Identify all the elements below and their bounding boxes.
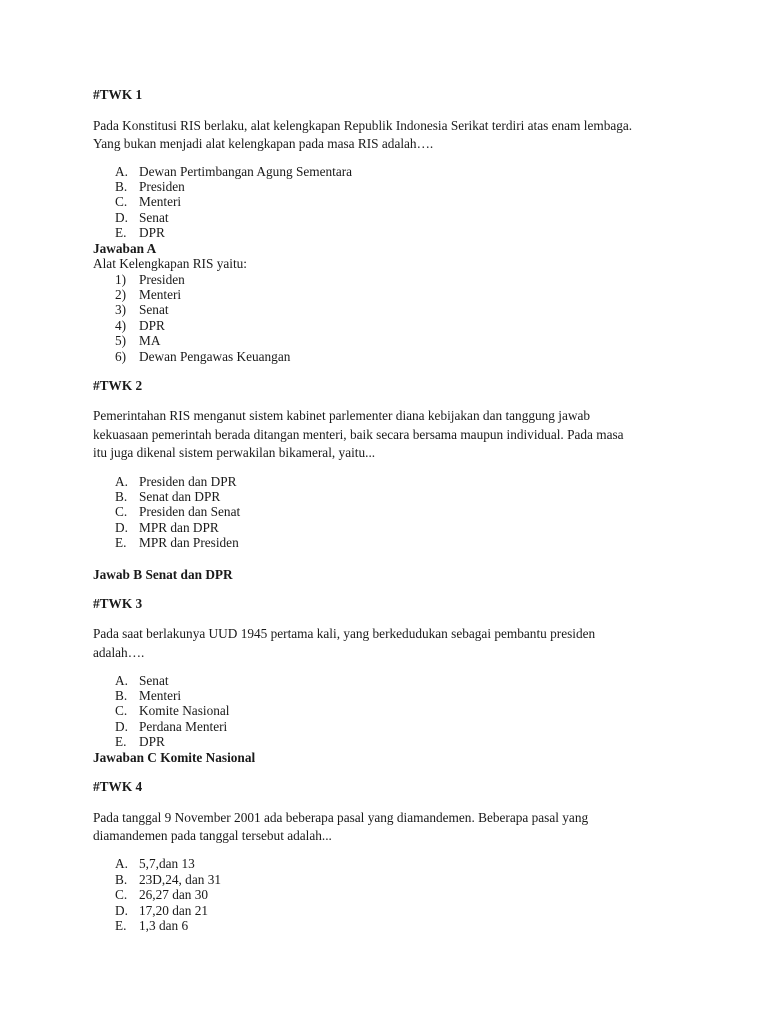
question-4-option-a [0,856,768,872]
option-text: 1,3 dan 6 [139,918,189,933]
option-letter: B. [115,489,128,504]
explanation-item [0,318,768,334]
explanation-item [0,302,768,318]
question-2-heading: #TWK 2 [93,378,143,393]
question-3-text-line-1: Pada saat berlakunya UUD 1945 pertama kali, yang berkedudukan sebagai pembantu presiden [93,626,596,641]
question-3-option-d [0,719,768,735]
explanation-item-number: 4) [115,318,127,333]
option-text: Senat [139,673,169,688]
option-text: 23D,24, dan 31 [139,872,221,887]
option-letter: E. [115,918,127,933]
question-2-option-b [0,489,768,505]
question-4-text-line-1: Pada tanggal 9 November 2001 ada beberapa pasal yang diamandemen. Beberapa pasal yang [93,810,589,825]
option-letter: E. [115,225,127,240]
question-1-text-line-1: Pada Konstitusi RIS berlaku, alat kelengkapan Republik Indonesia Serikat terdiri atas enam lembaga. [93,118,633,133]
option-letter: C. [115,887,128,902]
option-text: Menteri [139,688,182,703]
question-2-option-e [0,535,768,551]
question-3-answer: Jawaban C Komite Nasional [93,750,256,765]
question-1-text-line-2: Yang bukan menjadi alat kelengkapan pada masa RIS adalah…. [93,136,434,151]
option-letter: B. [115,872,128,887]
explanation-item-number: 1) [115,272,127,287]
explanation-item [0,349,768,365]
question-1-option-b [0,179,768,195]
option-text: Dewan Pertimbangan Agung Sementara [139,164,353,179]
option-text: Menteri [139,194,182,209]
option-text: Presiden dan DPR [139,474,237,489]
option-letter: D. [115,903,128,918]
option-letter: B. [115,688,128,703]
option-text: Presiden dan Senat [139,504,241,519]
option-text: Perdana Menteri [139,719,228,734]
explanation-item [0,272,768,288]
question-4-text-line-2: diamandemen pada tanggal tersebut adalah... [93,828,332,843]
explanation-item-text: MA [139,333,161,348]
question-1-option-e [0,225,768,241]
question-2-text-line-2: kekuasaan pemerintah berada ditangan menteri, baik secara bersama maupun individual. Pada masa [93,427,624,442]
explanation-item-number: 5) [115,333,127,348]
question-2-option-d [0,520,768,536]
option-letter: C. [115,504,128,519]
option-text: 5,7,dan 13 [139,856,195,871]
option-letter: E. [115,734,127,749]
option-text: Senat dan DPR [139,489,221,504]
question-2-answer: Jawab B Senat dan DPR [93,567,233,582]
question-1-answer: Jawaban A [93,241,157,256]
explanation-item-text: Dewan Pengawas Keuangan [139,349,291,364]
question-1-option-c [0,194,768,210]
question-1-option-d [0,210,768,226]
option-text: DPR [139,225,165,240]
question-2-option-c [0,504,768,520]
option-letter: A. [115,673,128,688]
question-3-option-b [0,688,768,704]
explanation-item-number: 2) [115,287,127,302]
question-1-option-a [0,164,768,180]
question-1-heading: #TWK 1 [93,87,143,102]
option-letter: C. [115,194,128,209]
option-text: DPR [139,734,165,749]
option-letter: A. [115,164,128,179]
option-letter: C. [115,703,128,718]
option-text: Komite Nasional [139,703,230,718]
question-2-text-line-3: itu juga dikenal sistem perwakilan bikameral, yaitu... [93,445,376,460]
question-4-heading: #TWK 4 [93,779,143,794]
option-letter: D. [115,210,128,225]
option-letter: A. [115,474,128,489]
question-2-text-line-1: Pemerintahan RIS menganut sistem kabinet parlementer diana kebijakan dan tanggung jawab [93,408,591,423]
option-text: Senat [139,210,169,225]
question-1-explanation-intro: Alat Kelengkapan RIS yaitu: [93,256,247,271]
explanation-item-text: DPR [139,318,165,333]
question-3-text-line-2: adalah…. [93,645,145,660]
explanation-item-number: 3) [115,302,127,317]
option-letter: E. [115,535,127,550]
question-3-option-c [0,703,768,719]
option-letter: A. [115,856,128,871]
question-4-option-d [0,903,768,919]
question-3-option-e [0,734,768,750]
explanation-item [0,287,768,303]
question-4-option-e [0,918,768,934]
question-2-option-a [0,474,768,490]
question-3-heading: #TWK 3 [93,596,143,611]
explanation-item-number: 6) [115,349,127,364]
question-4-option-b [0,872,768,888]
explanation-item-text: Menteri [139,287,182,302]
explanation-item [0,333,768,349]
question-4-option-c [0,887,768,903]
question-3-option-a [0,673,768,689]
option-text: MPR dan Presiden [139,535,239,550]
option-letter: D. [115,520,128,535]
option-letter: D. [115,719,128,734]
explanation-item-text: Senat [139,302,169,317]
option-letter: B. [115,179,128,194]
option-text: Presiden [139,179,185,194]
explanation-item-text: Presiden [139,272,185,287]
option-text: MPR dan DPR [139,520,219,535]
option-text: 17,20 dan 21 [139,903,209,918]
option-text: 26,27 dan 30 [139,887,209,902]
